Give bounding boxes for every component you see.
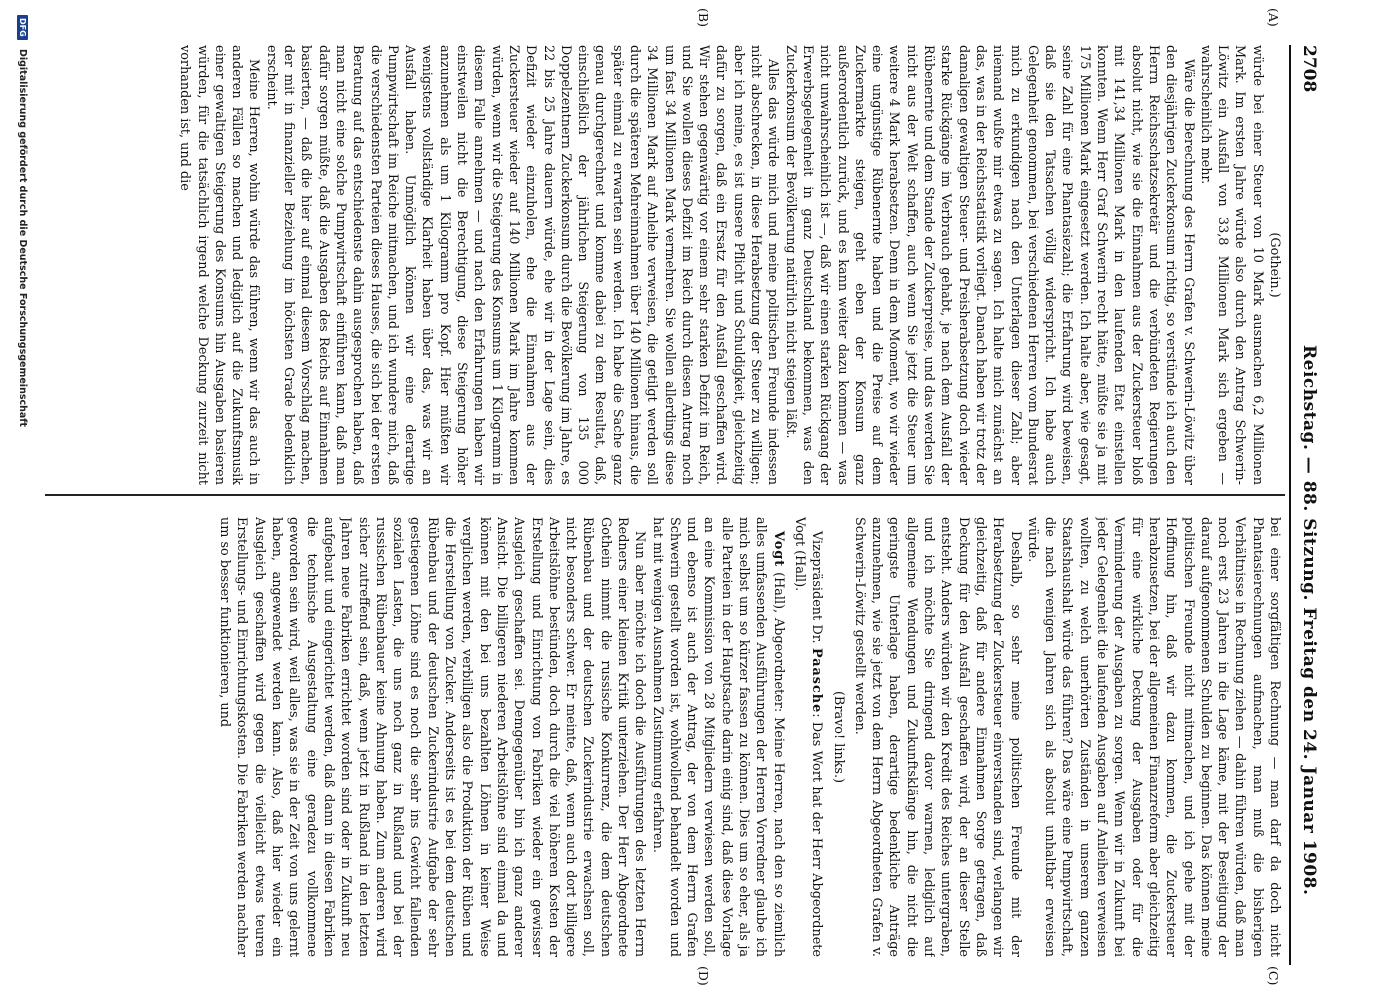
speaker2-name: Vogt: [770, 531, 786, 568]
footer-credit: Digitalisierung gefördert durch die Deutsche Forschungsgemeinschaft: [17, 48, 28, 427]
column-divider: [45, 494, 1285, 496]
margin-letter-b: (B): [696, 8, 711, 27]
left-column: [23, 45, 1283, 485]
paragraph: Nun aber möchte ich doch die Ausführungen des letzten Herrn Redners einer kleinen Kritik unterziehen. Der Herr Abgeordnete Gothein nimmt die russische Konkurrenz, die dem deutschen Rübenbau und der deutschen Zuckerindustrie erwachsen soll, nicht besonders schwer. Er meinte, daß, wenn auch dort billigere Arbeitslöhne bestünden, doch durch die viel höheren Kosten der Erstellung und Einrichtung von Fabriken wieder ein gewisser Ausgleich geschaffen sei. Demgegenüber bin ich ganz anderer Ansicht. Die billigeren niederen Arbeitslöhne sind einmal da und können mit den bei uns bezahlten Löhnen in keiner Weise verglichen werden, verbilligen also die Produktion der Rüben und die Herstellung von Zucker. Anderseits ist es bei dem deutschen Rübenbau und der deutschen Zuckerindustrie Aufgabe der sehr gestiegenen Löhne sind es noch die sehr ins Gewicht fallenden sozialen Lasten, die uns noch ganz in Rußland und bei der russischen Rübenbauer keine Ahnung haben. Zum anderen wird sicher zutreffend sein, daß, wenn jetzt in Rußland in den letzten Jahren neue Fabriken errichtet worden sind oder in Zukunft neu aufgebaut und eingerichtet werden, daß dann in diesen Fabriken die technische Ausgestaltung eine geradezu vollkommene geworden sein wird, weil alles, was sie in der Zeit von uns gelernt haben, angewendet werden kann. Also, daß hier wieder ein Ausgleich geschaffen wird gegen die vielleicht etwas teuren Erstellungs- und Einrichtungskosten. Die Fabriken werden nachher um so besser funktionieren, und: [217, 517, 648, 957]
president-title: Vizepräsident Dr.: [809, 531, 825, 644]
paragraph: Alles das würde mich und meine politischen Freunde indessen nicht abschrecken, in diese Herabsetzung der Steuer zu willigen; aber ich meine, es ist unsere Pflicht und Schuldigkeit, gleichzeitig dafür zu sorgen, daß ein Ersatz für den Ausfall geschaffen wird. Wir stehen gegenwärtig vor einem sehr starken Defizit im Reich, und Sie wollen dieses Defizit im Reich durch diesen Antrag noch um fast 34 Millionen Mark vermehren. Sie wollen allerdings diese 34 Millionen Mark auf Anleihe verweisen, die getilgt werden soll durch die späteren Mehreinnahmen über 140 Millionen hinaus, die später einmal zu erwarten sein werden. Ich habe die Sache ganz genau durchgerechnet und komme dabei zu dem Resultat, daß, einschließlich der jährlichen Steigerung von 135 000 Doppelzentnern Zuckerkonsum durch die Bevölkerung im Jahre, es 22 bis 25 Jahre dauern würde, ehe wir in der Lage sein, dies Defizit wieder einzuholen, ehe die Einnahmen aus der Zuckersteuer wieder auf 140 Millionen Mark im Jahre kommen würden, wenn wir die Steigerung des Konsums um 1 Kilogramm in diesem Falle annehmen — und nach den Erfahrungen haben wir einstweilen nicht die Berechtigung, diese Steigerung höher anzunehmen als um 1 Kilogramm pro Kopf. Hier müßten wir wenigstens vollständige Klarheit haben über das, was wir an Ausfall haben. Unmöglich können wir eine derartige Pumpwirtschaft im Reiche mitmachen, und ich wundere mich, daß die verschiedensten Parteien dieses Hauses, die sich bei der ersten Beratung auf das entschiedenste dahin ausgesprochen haben, daß man nicht eine solche Pumpwirtschaft einführen kann, daß man dafür sorgen müßte, daß die Ausgaben des Reichs auf Einnahmen basierten, — daß die hier auf einmal diesem Vorschlag machen, der mit in finanzieller Beziehung im höchsten Grade bedenklich erscheint.: [263, 45, 781, 485]
paragraph: Wäre die Berechnung des Herrn Grafen v. Schwerin-Löwitz über den diesjährigen Zuckerkonsum richtig, so verstünde ich auch den Herrn Reichsschatzsekretär und die verbündeten Regierungen absolut nicht, wie sie die Einnahmen aus der Zuckersteuer bloß mit 141,34 Millionen Mark in den laufenden Etat einstellen konnten. Wenn Herr Graf Schwerin recht hätte, müßte sie ja mit 175 Millionen Mark eingesetzt werden. Ich halte aber, wie gesagt, seine Zahl für eine Phantasiezahl; die Erfahrung wird beweisen, daß sie den Tatsachen völlig widerspricht. Ich habe auch Gelegenheit genommen, bei verschiedenen Herren vom Bundesrat mich zu erkundigen nach den Unterlagen dieser Zahl; aber niemand wußte mir etwas zu sagen. Ich halte mich zunächst an das, was in der Reichsstatistik vorliegt. Danach haben wir trotz der damaligen gewaltigen Steuer- und Preisherabsetzung doch wieder starke Rückgänge im Verbrauch gehabt, je nach dem Ausfall der Rübenernte und dem Stande der Zuckerpreise, und das werden Sie nicht aus der Welt schaffen, auch wenn Sie jetzt die Steuer um weitere 4 Mark herabsetzen. Denn in dem Moment, wo wir wieder eine ungünstige Rübenernte haben und die Preise auf dem Zuckermarkte steigen, geht eben der Konsum ganz außerordentlich zurück, und es kann weiter dazu kommen — was nicht unwahrscheinlich ist —, daß wir einen starken Rückgang der Erwerbsgelegenheit in ganz Deutschland bekommen, was den Zuckerkonsum der Bevölkerung natürlich nicht steigen läßt.: [782, 45, 1196, 485]
margin-letter-c: (C): [1266, 966, 1281, 986]
president-text: : Das Wort hat der Herr Abgeordnete Vogt (Hall).: [791, 517, 825, 957]
paragraph: Meine Herren, wohin würde das führen, wenn wir das auch in anderen Fällen so machen und lediglich auf die Zukunftsmusik einer gewaltigen Steigerung des Konsums hin Ausgaben basieren würden, für die tatsächlich irgend welche Deckung zurzeit nicht vorhanden ist, und die: [177, 45, 262, 485]
header-rule: [1289, 45, 1291, 965]
digitization-footer: [8, 15, 28, 995]
speaker2-intro: (Hall), Abgeordneter: Meine Herren, nach den so ziemlich alles umfassenden Ausführungen der Herren Vorredner glaube ich mich selbst um so kürzer fassen zu können. Dies um so eher, als ja alle Parteien in der Hauptsache darin einig sind, daß diese Vorlage an eine Kommission von 28 Mitgliedern verwiesen werden soll, und ebenso ist auch der Antrag, der von dem Herrn Grafen Schwerin gestellt worden ist, wohlwollend behandelt worden und hat mit wenigen Ausnahmen Zustimmung erfahren.: [649, 517, 786, 957]
applause-note: (Bravo! links.): [830, 690, 846, 784]
paragraph: würde bei einer Steuer von 10 Mark ausmachen 6,2 Millionen Mark. Im ersten Jahre würde also durch den Antrag Schwerin-Löwitz ein Ausfall von 33,8 Millionen Mark sich ergeben — wahrscheinlich mehr.: [1197, 45, 1265, 485]
running-title: Reichstag. — 88. Sitzung. Freitag den 24. Januar 1908.: [1299, 345, 1319, 896]
page-number: 2708: [1299, 45, 1319, 93]
page-header: [1293, 45, 1319, 965]
dfg-logo: DFG: [17, 15, 28, 40]
margin-letter-d: (D): [696, 966, 711, 986]
margin-letter-a: (A): [1266, 8, 1281, 27]
paragraph: bei einer sorgfältigen Rechnung — man darf da doch nicht Phantasierechnungen aufmachen, man muß die bisherigen Verhältnisse in Rechnung ziehen — dahin führen würden, daß man noch erst 23 Jahren in die Lage käme, mit der Beseitigung der darauf aufgenommenen Schulden zu beginnen. Das können meine politischen Freunde nicht mitmachen, und ich gehe mit der Hoffnung hin, daß wir dazu kommen, die Zuckersteuer herabzusetzen, bei der allgemeinen Finanzreform aber gleichzeitig für eine wirkliche Deckung der Ausgaben oder für die Verminderung der Ausgaben zu sorgen. Wenn wir in Zukunft bei jeder Gelegenheit die laufenden Ausgaben auf Anleihen verweisen wollten, zu welch unerhörten Zuständen in unserem ganzen Staatshaushalt würde das führen? Das wäre eine Pumpwirtschaft, die nach wenigen Jahren sich als absolut unhaltbar erweisen würde.: [1024, 517, 1282, 957]
right-column: [23, 517, 1283, 957]
speaker-tag: (Gothein.): [1267, 232, 1282, 298]
speaker2-paragraph: [648, 517, 786, 957]
president-name: Paasche: [809, 647, 825, 714]
paragraph: Deshalb, so sehr meine politischen Freunde mit der Herabsetzung der Zuckersteuer einverstanden sind, verlangen wir gleichzeitig, daß für andere Einnahmen Sorge getragen, daß Deckung für den Ausfall geschaffen wird, der an dieser Stelle entsteht. Anders würden wir den Kredit des Reiches untergraben, und ich möchte Sie dringend davor warnen, lediglich auf allgemeine Wendungen und Zukunftsklänge hin, die nicht die geringste Unterlage haben, derartige bedenkliche Anträge anzunehmen, wie sie jetzt von dem Herrn Abgeordneten Grafen v. Schwerin-Löwitz gestellt werden.: [851, 517, 1023, 957]
president-line: [791, 517, 826, 957]
